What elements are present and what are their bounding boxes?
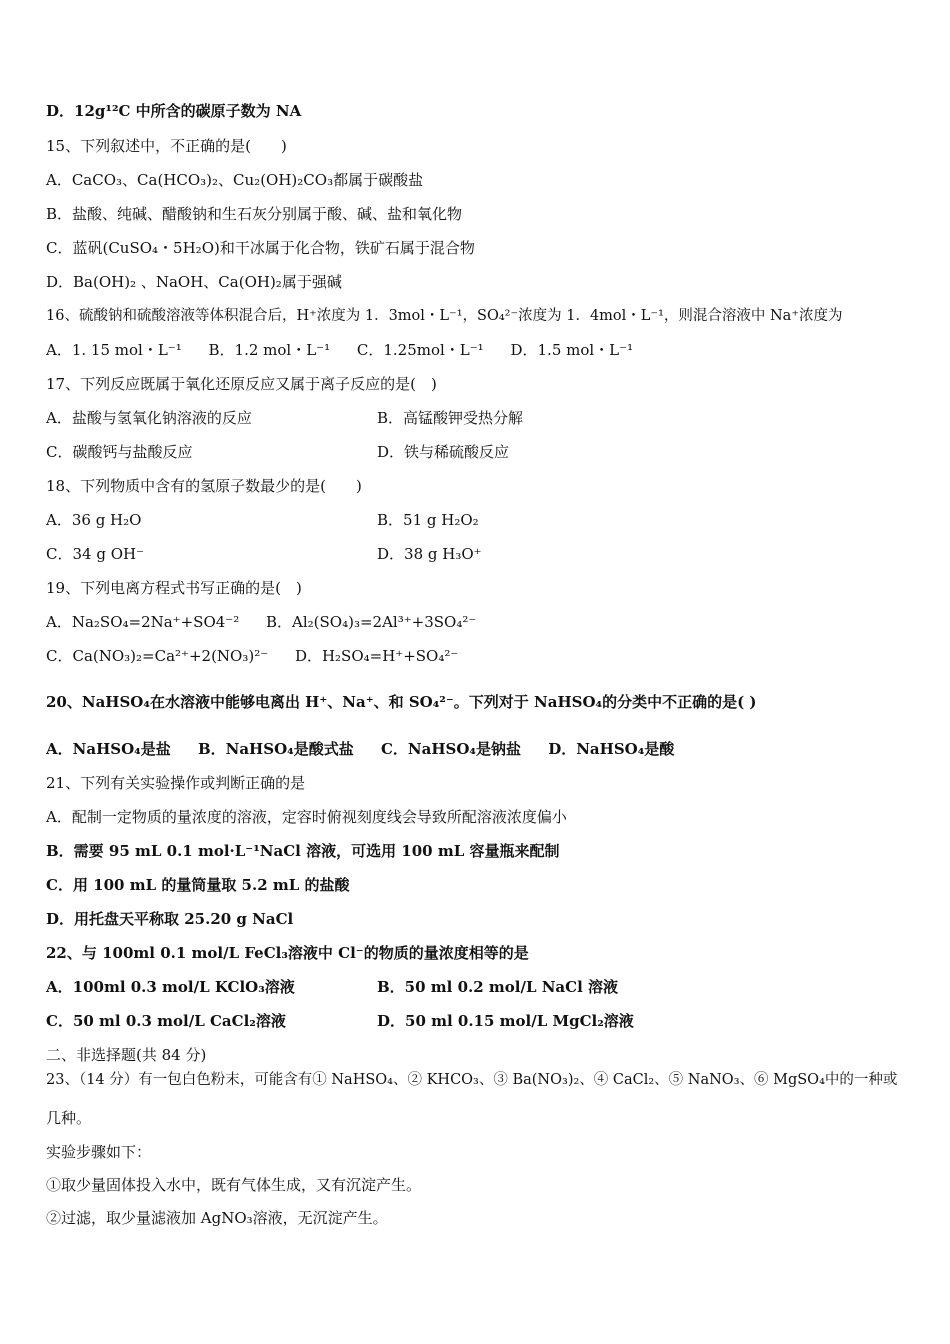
q19-stem: 19、下列电离方程式书写正确的是( ) <box>46 579 302 597</box>
q23-step-1: ①取少量固体投入水中，既有气体生成，又有沉淀产生。 <box>46 1176 422 1194</box>
section-title: 二、非选择题(共 84 分) <box>46 1046 207 1064</box>
q20-options <box>46 739 696 759</box>
q21-option-c: C．用 100 mL 的量筒量取 5.2 mL 的盐酸 <box>46 876 350 894</box>
q20-option-b: B．NaHSO₄是酸式盐 <box>197 740 354 758</box>
q21-option-a: A．配制一定物质的量浓度的溶液，定容时俯视刻度线会导致所配溶液浓度偏小 <box>46 808 567 826</box>
q16-option-a: A．1. 15 mol・L⁻¹ <box>46 341 182 359</box>
q19-option-d: D．H₂SO₄=H⁺+SO₄²⁻ <box>294 647 459 665</box>
q19-options-ab <box>46 612 498 632</box>
q19-option-b: B．Al₂(SO₄)₃=2Al³⁺+3SO₄²⁻ <box>266 613 477 631</box>
q15-option-c: C．蓝矾(CuSO₄・5H₂O)和干冰属于化合物，铁矿石属于混合物 <box>46 239 475 257</box>
q18-option-d: D．38 g H₃O⁺ <box>377 545 482 563</box>
q17-stem: 17、下列反应既属于氧化还原反应又属于离子反应的是( ) <box>46 375 437 393</box>
q20-option-c: C．NaHSO₄是钠盐 <box>380 740 521 758</box>
q15-option-d: D．Ba(OH)₂ 、NaOH、Ca(OH)₂属于强碱 <box>46 273 342 291</box>
q15-option-a: A．CaCO₃、Ca(HCO₃)₂、Cu₂(OH)₂CO₃都属于碳酸盐 <box>46 171 424 189</box>
q15-option-b: B．盐酸、纯碱、醋酸钠和生石灰分别属于酸、碱、盐和氧化物 <box>46 205 463 223</box>
q16-stem: 16、硫酸钠和硫酸溶液等体积混合后，H⁺浓度为 1．3mol・L⁻¹，SO₄²⁻浓度为 1．4mol・L⁻¹，则混合溶液中 Na⁺浓度为 <box>46 308 843 324</box>
q18-option-c: C．34 g OH⁻ <box>46 545 144 563</box>
q21-option-b: B．需要 95 mL 0.1 mol·L⁻¹NaCl 溶液，可选用 100 mL 容量瓶来配制 <box>46 842 560 860</box>
q14-option-d: D．12g¹²C 中所含的碳原子数为 NA <box>46 102 302 120</box>
q20-stem: 20、NaHSO₄在水溶液中能够电离出 H⁺、Na⁺、和 SO₄²⁻。下列对于 NaHSO₄的分类中不正确的是( ) <box>46 693 757 711</box>
q19-options-cd <box>46 646 480 666</box>
q22-stem: 22、与 100ml 0.1 mol/L FeCl₃溶液中 Cl⁻的物质的量浓度相等的是 <box>46 944 529 962</box>
q20-option-d: D．NaHSO₄是酸 <box>548 740 675 758</box>
q22-option-a: A．100ml 0.3 mol/L KClO₃溶液 <box>46 978 295 996</box>
q22-option-c: C．50 ml 0.3 mol/L CaCl₂溶液 <box>46 1012 286 1030</box>
q15-stem: 15、下列叙述中，不正确的是( ) <box>46 137 287 155</box>
q21-option-d: D．用托盘天平称取 25.20 g NaCl <box>46 910 294 928</box>
q23-steps-title: 实验步骤如下： <box>46 1143 152 1161</box>
q18-option-b: B．51 g H₂O₂ <box>377 511 479 529</box>
q23-stem-line2: 几种。 <box>46 1109 92 1127</box>
q17-option-b: B．高锰酸钾受热分解 <box>377 409 524 427</box>
q19-option-a: A．Na₂SO₄=2Na⁺+SO4⁻² <box>46 613 240 631</box>
q16-option-b: B．1.2 mol・L⁻¹ <box>208 341 331 359</box>
q16-options <box>46 340 655 360</box>
q20-option-a: A．NaHSO₄是盐 <box>46 740 171 758</box>
q16-option-c: C．1.25mol・L⁻¹ <box>356 341 484 359</box>
q17-option-a: A．盐酸与氢氧化钠溶液的反应 <box>46 409 252 427</box>
q17-option-d: D．铁与稀硫酸反应 <box>377 443 510 461</box>
q19-option-c: C．Ca(NO₃)₂=Ca²⁺+2(NO₃)²⁻ <box>46 647 269 665</box>
q23-step-2: ②过滤，取少量滤液加 AgNO₃溶液，无沉淀产生。 <box>46 1209 388 1227</box>
q23-stem-line1: 23、（14 分）有一包白色粉末，可能含有① NaHSO₄、② KHCO₃、③ Ba(NO₃)₂、④ CaCl₂、⑤ NaNO₃、⑥ MgSO₄中的一种或 <box>46 1072 898 1088</box>
q18-option-a: A．36 g H₂O <box>46 511 142 529</box>
q17-option-c: C．碳酸钙与盐酸反应 <box>46 443 193 461</box>
q16-option-d: D．1.5 mol・L⁻¹ <box>510 341 634 359</box>
q22-option-b: B．50 ml 0.2 mol/L NaCl 溶液 <box>377 978 618 996</box>
q22-option-d: D．50 ml 0.15 mol/L MgCl₂溶液 <box>377 1012 634 1030</box>
q18-stem: 18、下列物质中含有的氢原子数最少的是( ) <box>46 477 362 495</box>
q21-stem: 21、下列有关实验操作或判断正确的是 <box>46 774 306 792</box>
